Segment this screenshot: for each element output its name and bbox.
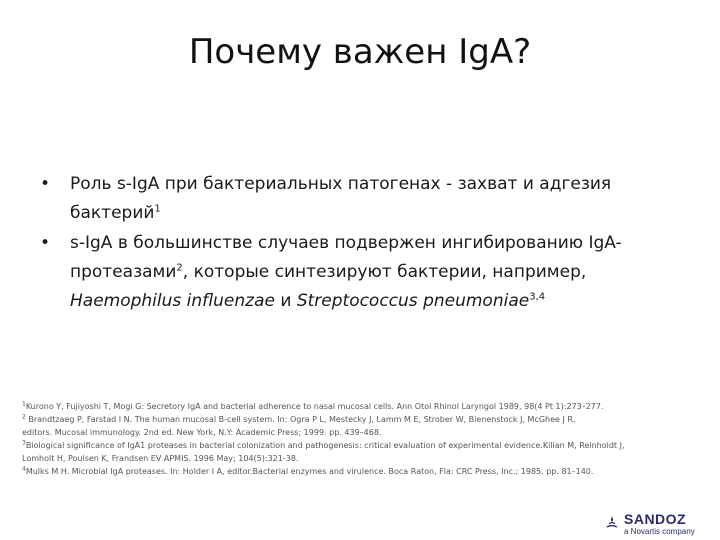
species-name: Haemophilus influenzae — [70, 291, 275, 311]
bullet-item-2 — [40, 229, 680, 316]
reference-line — [22, 465, 702, 478]
reference-number: 4 — [22, 465, 26, 473]
reference-number: 1 — [22, 400, 26, 408]
citation-superscript: 2 — [176, 262, 183, 274]
bullet-text: , которые синтезируют бактерии, например, — [182, 262, 587, 282]
citation-superscript: 1 — [154, 203, 161, 215]
citation-superscript: 3,4 — [529, 291, 546, 303]
reference-number: 3 — [22, 439, 26, 447]
logo-tagline: a Novartis company — [624, 527, 695, 536]
bullet-text: s-IgA в большинстве случаев подвержен ингибированию IgA-протеазами — [70, 233, 622, 282]
bullet-marker: • — [40, 174, 51, 194]
reference-line — [22, 400, 702, 413]
species-name: Streptococcus pneumoniae — [296, 291, 530, 311]
logo-wordmark: SANDOZ — [624, 511, 687, 527]
reference-line — [22, 413, 702, 426]
reference-text: Kurono Y, Fujiyoshi T, Mogi G: Secretory IgA and bacterial adherence to nasal mucosal cells. Ann Otol Rhinol Laryngol 1989, 98(4 Pt 1):273–277. — [25, 402, 604, 411]
reference-text: Biological significance of IgA1 proteases in bacterial colonization and pathogenesis: critical evaluation of experimental evidence.Kilian M, Reinholdt J, — [25, 441, 625, 450]
sandoz-logo-icon — [604, 514, 620, 530]
reference-line — [22, 426, 702, 439]
reference-text: editors. Mucosal immunology. 2nd ed. New York, N.Y: Academic Press; 1999. pp. 439–468. — [22, 428, 382, 437]
sandoz-logo — [604, 512, 714, 538]
bullet-item-1 — [40, 170, 680, 228]
reference-text: Mulks M H. Microbial IgA proteases. In: Holder I A, editor.Bacterial enzymes and virulence. Boca Raton, Fla: CRC Press, Inc.; 1985. pp. 81–140. — [25, 467, 594, 476]
slide-title: Почему важен IgA? — [188, 32, 532, 72]
bullet-marker: • — [40, 233, 51, 253]
bullet-list — [40, 170, 680, 317]
reference-line — [22, 452, 702, 465]
reference-line — [22, 439, 702, 452]
references — [22, 400, 702, 478]
reference-text: Lomholt H, Poulsen K, Frandsen EV APMIS. 1996 May; 104(5):321-38. — [22, 454, 299, 463]
bullet-text: Роль s-IgA при бактериальных патогенах - захват и адгезия бактерий — [70, 174, 612, 223]
reference-text: Brandtzaeg P, Farstad I N. The human mucosal B-cell system. In: Ogra P L, Mestecky J, Lamm M E, Strober W, Bienenstock J, McGhee J R, — [25, 415, 576, 424]
reference-number: 2 — [22, 413, 26, 421]
bullet-connector: и — [274, 291, 297, 311]
